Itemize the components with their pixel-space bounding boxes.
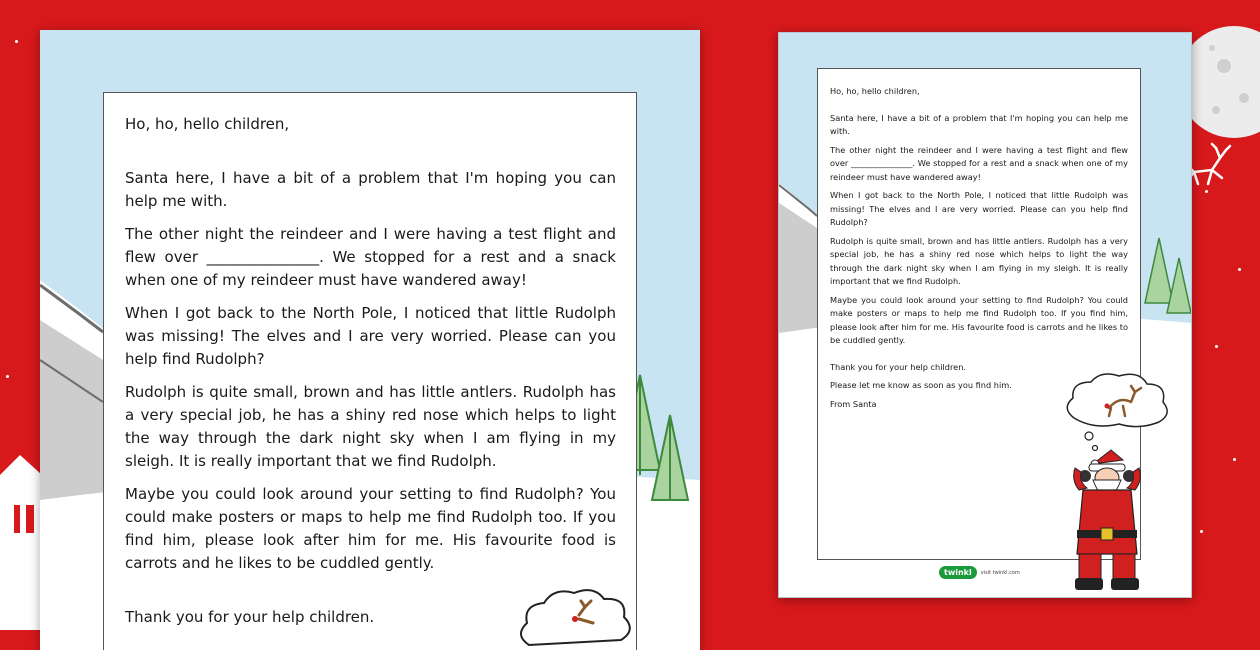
twinkl-logo	[939, 566, 1020, 579]
letter-greeting: Ho, ho, hello children,	[125, 115, 290, 133]
letter-card	[103, 92, 637, 650]
letter-closing: Thank you for your help children.	[125, 608, 375, 626]
letter-paragraph: When I got back to the North Pole, I noticed that little Rudolph was missing! The elves and I are very worried. Please can you help find Rudolph?	[830, 190, 1128, 227]
house-silhouette	[0, 455, 42, 630]
letter-closing: Please let me know as soon as you find him.	[830, 380, 1012, 390]
letter-closing: Thank you for your help children.	[830, 361, 967, 372]
letter-signoff: From Santa	[830, 398, 877, 409]
letter-greeting: Ho, ho, hello children,	[830, 86, 920, 96]
letter-paragraph: The other night the reindeer and I were having a test flight and flew over _______________. We stopped for a rest and a snack when one of my reindeer must have wandered away!	[830, 144, 1128, 182]
letter-paragraph: Maybe you could look around your setting to find Rudolph? You could make posters or maps to help me find Rudolph too. If you find him, please look after him for me. His favourite food is carrots and he likes to be cuddled gently.	[830, 294, 1128, 345]
pine-tree-icon	[1145, 238, 1191, 313]
thought-bubble-icon	[509, 585, 639, 650]
letter-paragraph: Rudolph is quite small, brown and has little antlers. Rudolph has a very special job, he has a shiny red nose which helps to light the way through the dark night sky when I am flying in my sleigh. It is really important that we find Rudolph.	[125, 383, 616, 470]
letter-paragraph: Santa here, I have a bit of a problem that I'm hoping you can help me with.	[830, 112, 1128, 136]
letter-paragraph: When I got back to the North Pole, I noticed that little Rudolph was missing! The elves and I are very worried. Please can you help find Rudolph?	[125, 304, 616, 368]
santa-illustration-icon	[1049, 368, 1184, 593]
letter-paragraph: Rudolph is quite small, brown and has little antlers. Rudolph has a very special job, he has a shiny red nose which helps to light the way through the dark night sky when I am flying in my sleigh. It is really important that we find Rudolph.	[830, 235, 1128, 286]
letter-preview-full	[778, 32, 1192, 598]
logo-url: visit twinkl.com	[980, 569, 1020, 576]
logo-brand: twinkl	[939, 566, 977, 579]
letter-paragraph: The other night the reindeer and I were having a test flight and flew over _______________. We stopped for a rest and a snack when one of my reindeer must have wandered away!	[125, 225, 616, 289]
letter-paragraph: Maybe you could look around your setting to find Rudolph? You could make posters or maps to help me find Rudolph too. If you find him, please look after him for me. His favourite food is carrots and he likes to be cuddled gently.	[125, 485, 616, 572]
letter-paragraph: Santa here, I have a bit of a problem that I'm hoping you can help me with.	[125, 169, 616, 210]
letter-preview-zoomed	[40, 30, 700, 650]
